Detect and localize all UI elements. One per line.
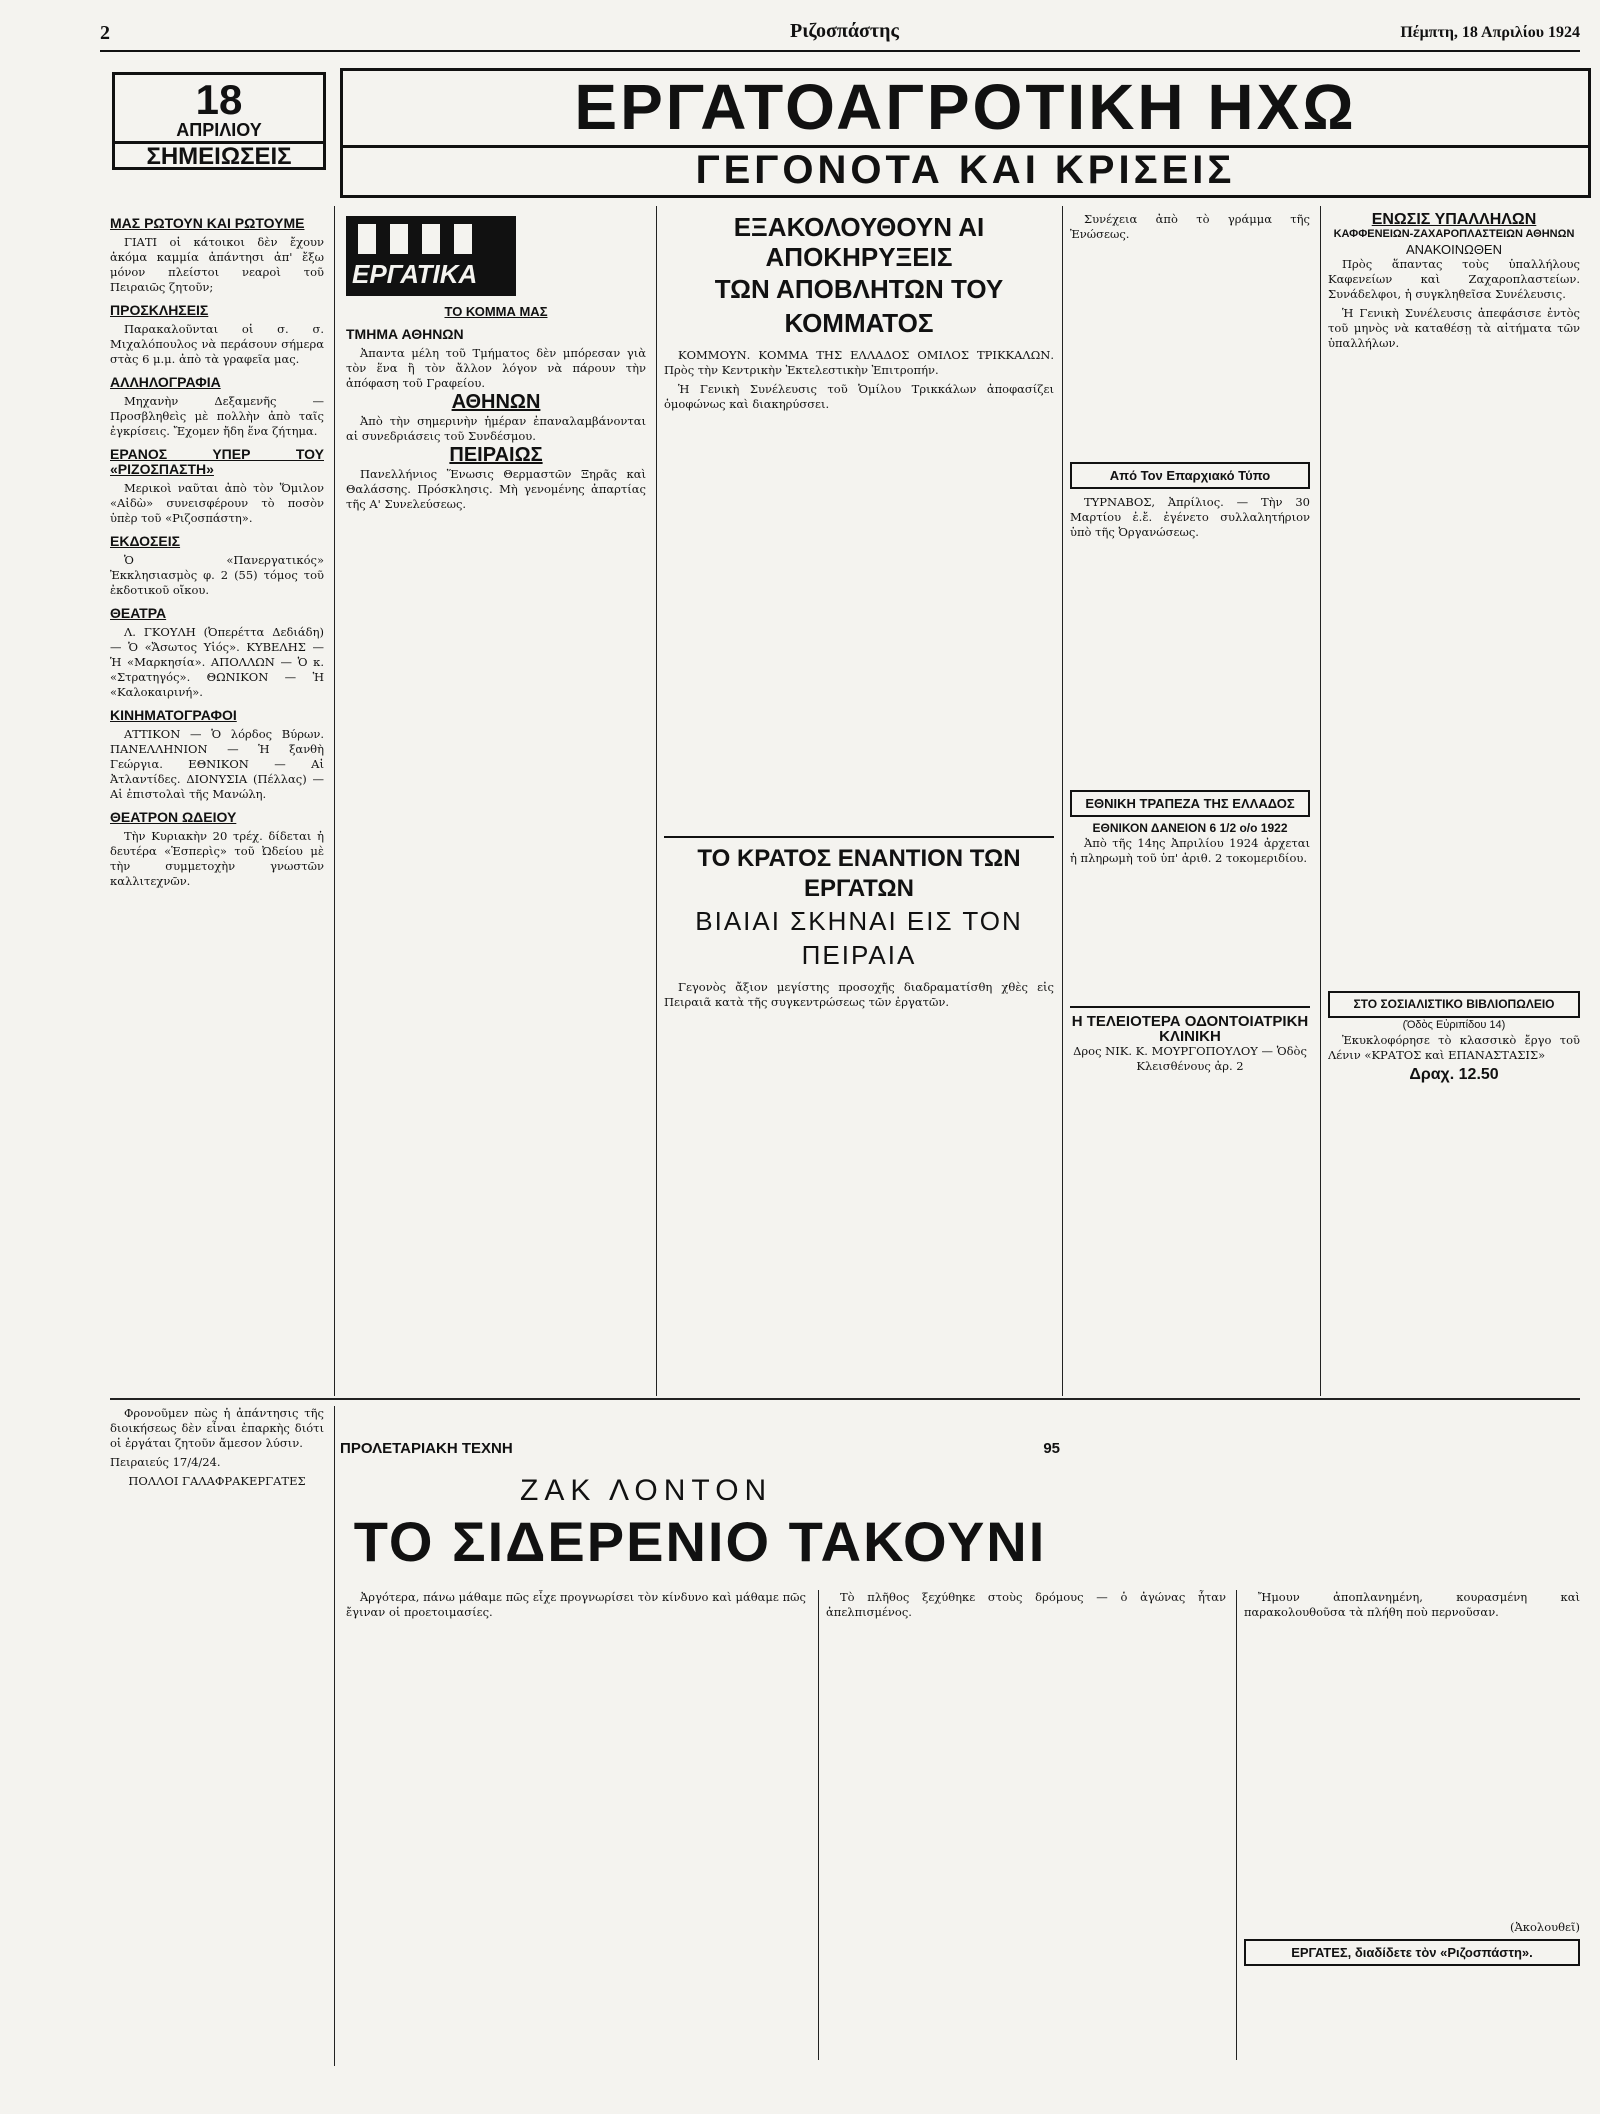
column-rule [1320,206,1321,1396]
headline: ΕΞΑΚΟΛΟΥΘΟΥΝ ΑΙ ΑΠΟΚΗΡΥΞΕΙΣ [733,212,985,272]
logo-block [422,224,440,254]
paragraph: Πανελλήνιος Ἕνωσις Θερμαστῶν Ξηρᾶς καὶ Θαλάσσης. Πρόσκλησις. Μὴ γενομένης ἀπαρτίας τῆς Α' Συνελεύσεως. [346,467,646,511]
column-letters [110,1406,324,2046]
page-banner [340,68,1591,198]
section-title: ΚΙΝΗΜΑΤΟΓΡΑΦΟΙ [110,707,237,723]
paragraph: Ἡ Γενικὴ Συνέλευσις ἀπεφάσισε ἐντὸς τοῦ μηνὸς νὰ καταθέσῃ τὰ αἰτήματα τῶν ὑπαλλήλων. [1328,306,1580,350]
price: Δραχ. 12.50 [1409,1066,1499,1083]
date-month: ΑΠΡΙΛΙΟΥ [176,120,262,140]
paragraph: Τὴν Κυριακὴν 20 τρέχ. δίδεται ἡ δευτέρα «Ἑσπερὶς» τοῦ Ὠδείου μὲ τὴν συμμετοχὴν γνωστῶν καλλιτεχνῶν. [110,829,324,888]
section-title: ΕΚΔΟΣΕΙΣ [110,533,181,549]
logo-block [390,224,408,254]
section-subtitle: ΚΑΦΦΕΝΕΙΩΝ-ΖΑΧΑΡΟΠΛΑΣΤΕΙΩΝ ΑΘΗΝΩΝ [1333,228,1575,240]
paragraph: Ἤμουν ἀποπλανημένη, κουρασμένη καὶ παρακολουθοῦσα τὰ πλήθη ποὺ περνοῦσαν. [1244,1590,1580,1619]
paragraph: ΓΙΑΤΙ οἱ κάτοικοι δὲν ἔχουν ἀκόμα καμμία ἀπάντησι ἀπ' ἔξω μόνον πλείστοι νεαροὶ τοῦ Πειραιῶς ζητοῦν; [110,235,324,294]
paragraph: Ὁ «Πανεργατικός» Ἐκκλησιασμὸς φ. 2 (55) τόμος τοῦ ἐκδοτικοῦ οἴκου. [110,553,324,597]
paragraph: Ἀργότερα, πάνω μάθαμε πῶς εἶχε προγνωρίσει τὸν κίνδυνο καὶ μάθαμε πῶς ἔγιναν οἱ προετοιμασίες. [346,1590,806,1619]
section-title: ΘΕΑΤΡΟΝ ΩΔΕΙΟΥ [110,809,237,825]
headline: ΤΟ ΚΡΑΤΟΣ ΕΝΑΝΤΙΟΝ ΤΩΝ ΕΡΓΑΤΩΝ [664,836,1054,904]
serial-number: 95 [1043,1440,1060,1457]
section-title: ΠΡΟΣΚΛΗΣΕΙΣ [110,302,209,318]
paragraph: ΑΤΤΙΚΟΝ — Ὁ λόρδος Βύρων. ΠΑΝΕΛΛΗΝΙΟΝ — Ἡ ξανθὴ Γεώργια. ΕΘΝΙΚΟΝ — Αἱ Ἀτλαντίδες. ΔΙΟΝΥΣΙΑ (Πέλλας) — Αἱ ἐπιστολαὶ τῆς Μανώλη. [110,727,324,801]
closing-box: ΕΡΓΑΤΕΣ, διαδίδετε τὸν «Ριζοσπάστη». [1244,1939,1580,1966]
logo-text: ΕΡΓΑΤΙΚΑ [352,259,478,289]
date-box [112,72,326,170]
paragraph: Ἀπὸ τὴν σημερινὴν ἡμέραν ἐπαναλαμβάνονται αἱ συνεδριάσεις τοῦ Συνδέσμου. [346,414,646,443]
spacer [664,416,1054,836]
section-title: Από Τον Επαρχιακό Τύπο [1070,462,1310,489]
section-title: ΑΛΛΗΛΟΓΡΑΦΙΑ [110,374,221,390]
column-rule [656,206,657,1396]
page-header [100,20,1580,52]
serial-column [826,1590,1226,2060]
date-line: Πέμπτη, 18 Απριλίου 1924 [1400,24,1580,41]
column-rule [334,206,335,1396]
paragraph: Μερικοὶ ναῦται ἀπὸ τὸν Ὅμιλον «Αἰδὼ» συνεισφέρουν τὸ ποσὸν ὑπὲρ τοῦ «Ριζοσπάστη». [110,481,324,525]
paragraph: Ἀπὸ τῆς 14ης Ἀπριλίου 1924 ἀρχεται ἡ πληρωμὴ τοῦ ὑπ' ἀριθ. 2 τοκομεριδίου. [1070,836,1310,865]
section-title: ΘΕΑΤΡΑ [110,605,167,621]
headline: ΤΩΝ ΑΠΟΒΛΗΤΩΝ ΤΟΥ ΚΟΜΜΑΤΟΣ [714,274,1004,338]
paragraph: Ἐκυκλοφόρησε τὸ κλασσικὸ ἔργο τοῦ Λένιν «ΚΡΑΤΟΣ καὶ ΕΠΑΝΑΣΤΑΣΙΣ» [1328,1033,1580,1062]
paragraph: Συνέχεια ἀπὸ τὸ γράμμα τῆς Ἐνώσεως. [1070,212,1310,241]
paragraph: Πρὸς ἅπαντας τοὺς ὑπαλλήλους Καφενείων καὶ Ζαχαροπλαστείων. Συνάδελφοι, ἡ συγκληθεῖσα Συνέλευσις. [1328,257,1580,301]
column-union [1328,212,1580,1388]
banner-title: ΕΡΓΑΤΟΑΓΡΟΤΙΚΗ ΗΧΩ [574,71,1357,143]
serial-label: ΠΡΟΛΕΤΑΡΙΑΚΗ ΤΕΧΝΗ [340,1440,513,1457]
continued-note: (Ἀκολουθεῖ) [1510,1920,1580,1934]
masthead: Ριζοσπάστης [790,20,899,42]
sub-heading: ΠΕΙΡΑΙΩΣ [449,444,543,466]
column-rule [818,1590,819,2060]
section-subtitle: ΑΝΑΚΟΙΝΩΘΕΝ [1405,242,1502,257]
section-title: ΕΝΩΣΙΣ ΥΠΑΛΛΗΛΩΝ [1371,212,1537,228]
date-day: 18 [195,76,243,123]
sub-heading: ΤΟ ΚΟΜΜΑ ΜΑΣ [444,304,548,319]
ad-text: Δρος ΝΙΚ. Κ. ΜΟΥΡΓΟΠΟΥΛΟΥ — Ὁδὸς Κλεισθένους ἀρ. 2 [1073,1044,1307,1073]
signature: ΠΟΛΛΟΙ ΓΑΛΑΦΡΑΚΕΡΓΑΤΕΣ [128,1474,306,1488]
paragraph: Παρακαλοῦνται οἱ σ. σ. Μιχαλόπουλος νὰ περάσουν σήμερα στὰς 6 μ.μ. ἀπὸ τὰ γραφεῖα μας. [110,322,324,366]
logo-block [454,224,472,254]
serial-author: ΖΑΚ ΛΟΝΤΟΝ [520,1474,773,1507]
signature-place: Πειραιεύς 17/4/24. [110,1455,221,1469]
section-rule [110,1398,1580,1400]
bookshop-address: (Ὁδὸς Εὐριπίδου 14) [1402,1019,1506,1031]
column-provincial [1070,212,1310,1388]
paragraph: Λ. ΓΚΟΥΛΗ (Ὀπερέττα Δεδιάδη) — Ὁ «Ἄσωτος Υἱός». ΚΥΒΕΛΗΣ — Ἡ «Μαρκησία». ΑΠΟΛΛΩΝ — Ὁ κ. «Στρατηγός». ΘΩΝΙΚΟΝ — Ἡ «Καλοκαιρινή». [110,625,324,699]
paragraph: Τὸ πλῆθος ξεχύθηκε στοὺς δρόμους — ὁ ἀγώνας ἦταν ἀπελπισμένος. [826,1590,1226,1619]
serial-header [340,1440,1060,1580]
bookshop-box: ΣΤΟ ΣΟΣΙΑΛΙΣΤΙΚΟ ΒΙΒΛΙΟΠΩΛΕΙΟ [1328,991,1580,1018]
page-number: 2 [100,22,110,44]
serial-column [1244,1590,1580,2060]
bank-subtitle: ΕΘΝΙΚΟΝ ΔΑΝΕΙΟΝ 6 1/2 ο/ο 1922 [1092,821,1288,835]
paragraph: ΚΟΜΜΟΥΝ. ΚΟΜΜΑ ΤΗΣ ΕΛΛΑΔΟΣ ΟΜΙΛΟΣ ΤΡΙΚΚΑΛΩΝ. Πρὸς τὴν Κεντρικὴν Ἐκτελεστικὴν Ἐπιτροπήν. [664,348,1054,377]
paragraph: Φρονοῦμεν πὼς ἡ ἀπάντησις τῆς διοικήσεως δὲν εἶναι ἐπαρκὴς διότι οἱ ἐργάται ζητοῦν ἄμεσον λύσιν. [110,1406,324,1450]
paragraph: Μηχανὴν Δεξαμενῆς — Προσβληθεὶς μὲ πολλὴν ἀπὸ ταῖς ἐγκρίσεις. Ἔχομεν ἤδη ἕνα ζήτημα. [110,394,324,438]
notes-label: ΣΗΜΕΙΩΣΕΙΣ [115,141,323,170]
column-notes [110,208,324,1388]
column-labour [346,300,646,1390]
ergatika-logo [346,216,516,296]
paragraph: Ἡ Γενικὴ Συνέλευσις τοῦ Ὁμίλου Τρικκάλων ἀποφασίζει ὁμοφώνως καὶ διακηρύσσει. [664,382,1054,411]
column-rule [1062,206,1063,1396]
column-rule [334,1406,335,2066]
headline: ΒΙΑΙΑΙ ΣΚΗΝΑΙ ΕΙΣ ΤΟΝ ΠΕΙΡΑΙΑ [695,906,1023,970]
column-rule [1236,1590,1237,2060]
serial-work-title: ΤΟ ΣΙΔΕΡΕΝΙΟ ΤΑΚΟΥΝΙ [353,1510,1047,1573]
paragraph: Ἀπαντα μέλη τοῦ Τμήματος δὲν μπόρεσαν γιὰ τὸν ἕνα ἢ τὸν ἄλλον λόγον νὰ πάρουν τὴν ἀπόφαση τοῦ Γραφείου. [346,346,646,390]
ad-title: Η ΤΕΛΕΙΟΤΕΡΑ ΟΔΟΝΤΟΙΑΤΡΙΚΗ ΚΛΙΝΙΚΗ [1070,1006,1310,1044]
section-title: ΕΡΑΝΟΣ ΥΠΕΡ ΤΟΥ «ΡΙΖΟΣΠΑΣΤΗ» [110,446,324,477]
serial-column [346,1590,806,2060]
banner-subtitle: ΓΕΓΟΝΟΤΑ ΚΑΙ ΚΡΙΣΕΙΣ [343,145,1588,192]
logo-block [358,224,376,254]
column-main [664,212,1054,1388]
sub-heading: ΑΘΗΝΩΝ [451,391,541,413]
section-title: ΤΜΗΜΑ ΑΘΗΝΩΝ [346,326,464,342]
section-title: ΜΑΣ ΡΩΤΟΥΝ ΚΑΙ ΡΩΤΟΥΜΕ [110,215,305,231]
bank-title: ΕΘΝΙΚΗ ΤΡΑΠΕΖΑ ΤΗΣ ΕΛΛΑΔΟΣ [1070,790,1310,817]
paragraph: Γεγονὸς ἄξιον μεγίστης προσοχῆς διαδραματίσθη χθὲς εἰς Πειραιᾶ κατὰ τῆς συγκεντρώσεως τῶν ἐργατῶν. [664,980,1054,1009]
paragraph: ΤΥΡΝΑΒΟΣ, Ἀπρίλιος. — Τὴν 30 Μαρτίου ἐ.ἔ. ἐγένετο συλλαλητήριον ὑπὸ τῆς Ὀργανώσεως. [1070,495,1310,539]
